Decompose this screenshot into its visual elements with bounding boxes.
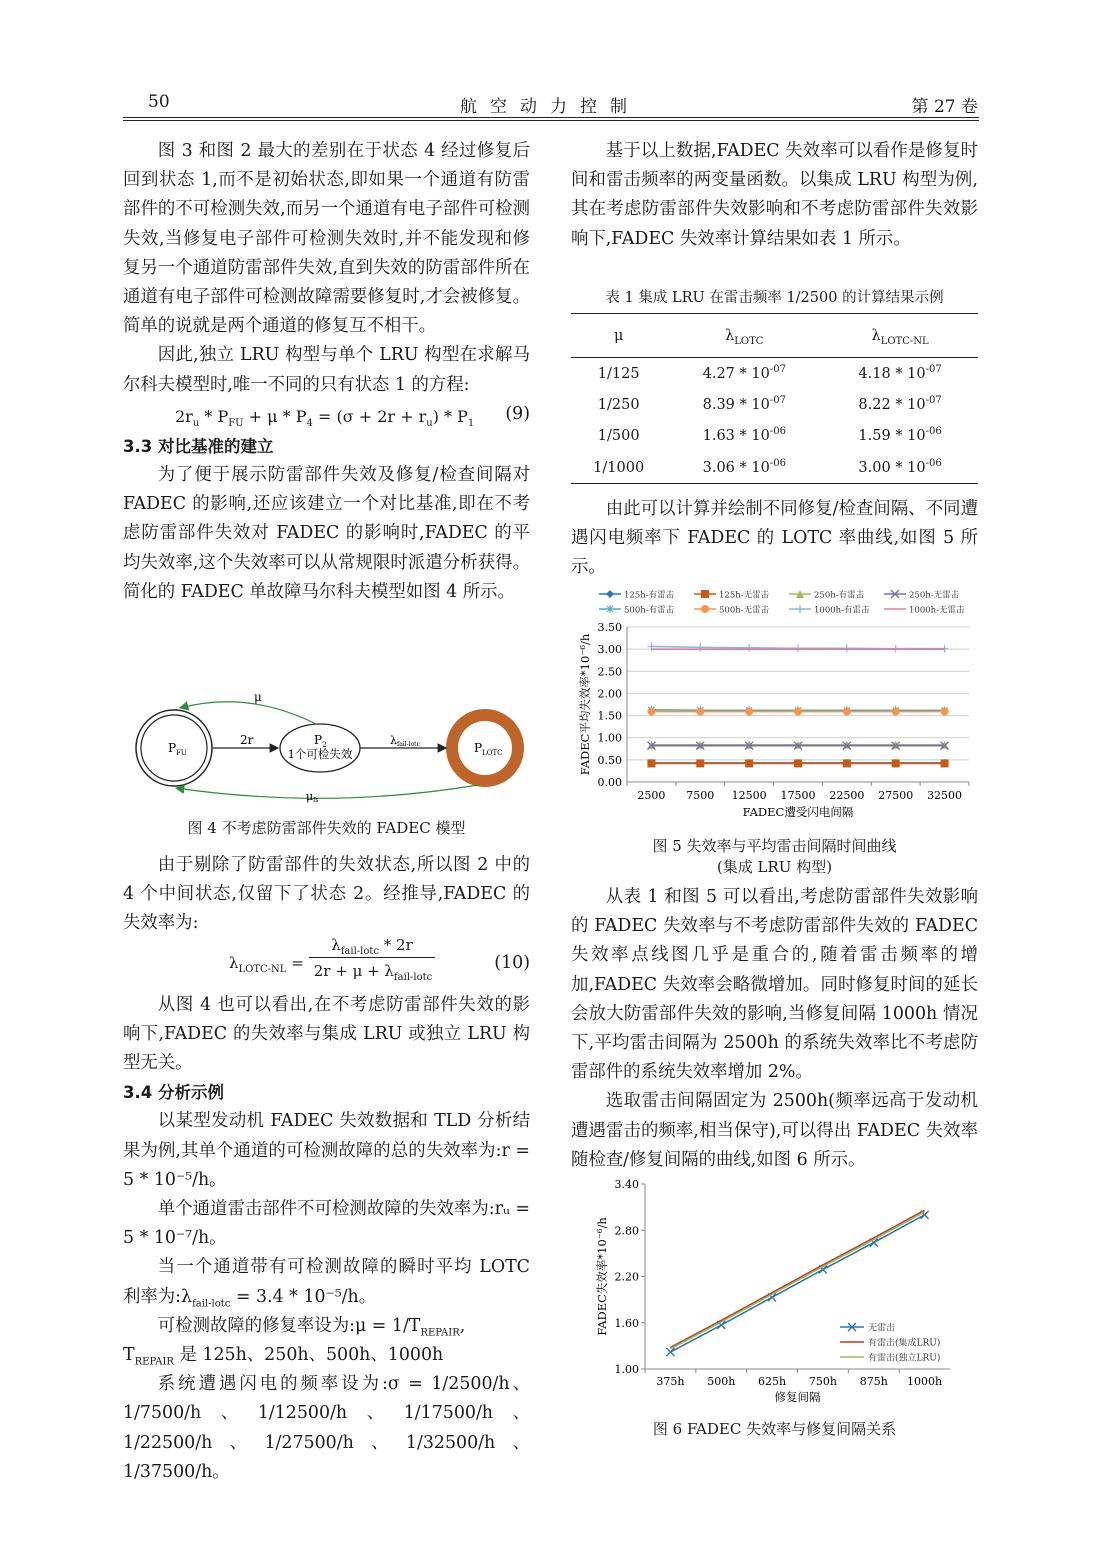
paragraph: 由此可以计算并绘制不同修复/检查间隔、不同遭遇闪电频率下 FADEC 的 LOTC 率曲线,如图 5 所示。 xyxy=(571,499,978,578)
x-tick-label: 375h xyxy=(656,1375,685,1388)
data-point xyxy=(843,759,851,767)
table-1-caption: 表 1 集成 LRU 在雷击频率 1/2500 的计算结果示例 xyxy=(605,290,944,306)
paragraph: 可检测故障的修复率设为:μ = $1/T_{REPAIR}$, xyxy=(157,1315,466,1339)
legend-label: 无雷击 xyxy=(868,1323,896,1334)
arrow-mu-fs xyxy=(176,785,478,798)
data-point xyxy=(941,708,949,716)
data-point xyxy=(794,644,802,652)
legend-label: 有雷击(集成LRU) xyxy=(868,1338,941,1349)
x-tick-label: 17500 xyxy=(780,789,816,802)
data-point xyxy=(745,759,753,767)
y-tick-label: 3.40 xyxy=(614,1178,639,1191)
equation-9: $2r_u * P_{FU} + \mu * P_4 = (\sigma + 2r + r_u) * P_1$ (9) xyxy=(123,400,530,432)
legend-marker xyxy=(606,590,614,598)
table-row: 1/500 $1.63 * 10^{-06}$ $1.59 * 10^{-06}$ xyxy=(597,426,942,445)
legend-label: 500h-有雷击 xyxy=(624,605,675,616)
y-tick-label: 1.50 xyxy=(597,709,622,723)
header-rule-2 xyxy=(123,120,979,121)
x-axis-label: FADEC遭受闪电间隔 xyxy=(742,805,854,819)
paragraph: $T_{REPAIR}$ 是 125h、250h、500h、1000h xyxy=(123,1345,444,1368)
label-lambda: λfail-lotc xyxy=(390,734,420,748)
x-tick-label: 2500 xyxy=(637,789,666,802)
paragraph: 单个通道雷击部件不可检测故障的失效率为:rᵤ = 5 * 10⁻⁷/h。 xyxy=(123,1199,530,1249)
legend-marker xyxy=(606,605,614,613)
state-plotc-label: $P_{LOTC}$ xyxy=(474,741,503,757)
equation-10: $\lambda_{LOTC-NL}$ = $\lambda_{fail-lotc} * 2r$ $2r + \mu + \lambda_{fail-lotc}$ (10) xyxy=(123,939,530,991)
y-tick-label: 2.00 xyxy=(597,687,622,701)
right-column-mid xyxy=(571,495,978,583)
y-tick-label: 2.50 xyxy=(597,665,622,679)
paragraph: 从表 1 和图 5 可以看出,考虑防雷部件失效影响的 FADEC 失效率与不考虑防雷部件失效的 FADEC 失效率点线图几乎是重合的,随着雷击频率的增加,FADEC 失效率会略微增加。同时修复时间的延长会放大防雷部件失效的影响,当修复间隔 1000h 情况下,平均雷击间隔为 2500h 的系统失效率比不考虑防雷部件的系统失效率增加 2%。 xyxy=(571,887,978,1083)
data-point xyxy=(843,708,851,716)
y-tick-label: 1.00 xyxy=(614,1363,639,1376)
data-point xyxy=(843,644,851,652)
data-point xyxy=(794,708,802,716)
y-tick-label: 2.20 xyxy=(614,1270,639,1284)
state-plotc xyxy=(452,715,518,781)
page-number: 50 xyxy=(148,92,170,112)
x-tick-label: 22500 xyxy=(829,789,865,802)
figure-5-chart xyxy=(571,584,978,826)
y-tick-label: 3.50 xyxy=(597,621,622,634)
data-point xyxy=(941,759,949,767)
state-pfu-label: $P_{FU}$ xyxy=(168,741,187,757)
x-tick-label: 7500 xyxy=(686,789,715,802)
table-header: $\lambda_{LOTC-NL}$ xyxy=(871,327,929,347)
x-tick-label: 27500 xyxy=(878,789,914,802)
figure-5-caption: 图 5 失效率与平均雷击间隔时间曲线 (集成 LRU 构型) xyxy=(652,837,897,876)
paragraph: 因此,独立 LRU 构型与单个 LRU 构型在求解马尔科夫模型时,唯一不同的只有状态 1 的方程: xyxy=(123,345,530,395)
paragraph: 基于以上数据,FADEC 失效率可以看作是修复时间和雷击频率的两变量函数。以集成 LRU 构型为例,其在考虑防雷部件失效影响和不考虑防雷部件失效影响下,FADEC 失效率计算结果如表 1 所示。 xyxy=(571,141,978,249)
section-heading: 3.3 对比基准的建立 xyxy=(123,436,274,456)
y-tick-label: 1.00 xyxy=(597,731,622,745)
y-axis-label: FADEC失效率*10⁻⁶/h xyxy=(595,1217,609,1336)
table-row: 1/250 $8.39 * 10^{-07}$ $8.22 * 10^{-07}$ xyxy=(597,394,942,413)
x-tick-label: 32500 xyxy=(927,789,963,802)
data-point xyxy=(647,708,655,716)
data-point xyxy=(745,708,753,716)
legend-label: 250h-有雷击 xyxy=(814,590,865,601)
legend-label: 1000h-无雷击 xyxy=(909,605,965,616)
legend-label: 250h-无雷击 xyxy=(909,590,960,601)
data-point xyxy=(696,759,704,767)
paragraph: 由于剔除了防雷部件的失效状态,所以图 2 中的 4 个中间状态,仅留下了状态 2。经推导,FADEC 的失效率为: xyxy=(123,855,530,934)
data-point xyxy=(745,644,753,652)
y-tick-label: 0.00 xyxy=(597,776,622,789)
paragraph: 当一个通道带有可检测故障的瞬时平均 LOTC 利率为$:\lambda_{fail-lotc} = 3.4 * 10^{-5}/h$。 xyxy=(123,1257,530,1310)
x-tick-label: 500h xyxy=(707,1375,736,1388)
markov-diagram xyxy=(128,688,528,808)
label-2r: 2r xyxy=(240,733,254,747)
header-rule xyxy=(123,117,979,118)
x-tick-label: 750h xyxy=(808,1375,837,1388)
section-heading: 3.4 分析示例 xyxy=(123,1083,224,1103)
state-p2-desc: 1个可检失效 xyxy=(287,747,353,761)
y-tick-label: 1.60 xyxy=(614,1316,639,1330)
x-tick-label: 625h xyxy=(758,1375,787,1388)
paragraph: 为了便于展示防雷部件失效及修复/检查间隔对 FADEC 的影响,还应该建立一个对比基准,即在不考虑防雷部件失效对 FADEC 的影响时,FADEC 的平均失效率,这个失效率可以从常规限时派遣分析获得。简化的 FADEC 单故障马尔科夫模型如图 4 所示。 xyxy=(123,465,530,602)
data-point xyxy=(647,759,655,767)
y-tick-label: 3.00 xyxy=(597,643,622,657)
paragraph: 选取雷击间隔固定为 2500h(频率远高于发动机遭遇雷击的频率,相当保守),可以得出 FADEC 失效率随检查/修复间隔的曲线,如图 6 所示。 xyxy=(571,1091,978,1170)
equation-number: (9) xyxy=(505,403,530,424)
legend-label: 1000h-有雷击 xyxy=(814,605,870,616)
x-tick-label: 12500 xyxy=(731,789,767,802)
journal-title: 航空动力控制 xyxy=(460,97,640,117)
table-header: μ xyxy=(613,327,624,344)
right-column-lower xyxy=(571,883,978,1175)
y-axis-label: FADEC平均失效率*10⁻⁶/h xyxy=(578,633,592,776)
data-point xyxy=(892,708,900,716)
paragraph: 以某型发动机 FADEC 失效数据和 TLD 分析结果为例,其单个通道的可检测故障的总的失效率为:r = 5 * 10⁻⁵/h。 xyxy=(123,1111,530,1190)
figure-6-chart xyxy=(590,1172,960,1412)
legend-marker xyxy=(796,605,804,613)
label-mu: μ xyxy=(254,690,262,704)
state-p2-label: $P_2$ xyxy=(314,733,327,749)
x-tick-label: 1000h xyxy=(907,1375,943,1388)
left-column-lower xyxy=(123,851,530,1487)
legend-label: 125h-无雷击 xyxy=(719,590,770,601)
y-tick-label: 2.80 xyxy=(614,1224,639,1238)
paragraph: 图 3 和图 2 最大的差别在于状态 4 经过修复后回到状态 1,而不是初始状态,即如果一个通道有防雷部件的不可检测失效,而另一个通道有电子部件可检测失效,当修复电子部件可检测失效时,并不能发现和修复另一个通道防雷部件失效,直到失效的防雷部件所在通道有电子部件可检测故障需要修复时,才会被修复。简单的说就是两个通道的修复互不相干。 xyxy=(123,141,530,337)
table-row: 1/125 $4.27 * 10^{-07}$ $4.18 * 10^{-07}$ xyxy=(597,363,942,382)
data-point xyxy=(666,1348,674,1356)
table-row: 1/1000 $3.06 * 10^{-06}$ $3.00 * 10^{-06}$ xyxy=(593,457,942,476)
table-1 xyxy=(571,313,978,484)
x-tick-label: 875h xyxy=(859,1375,888,1388)
paragraph: 从图 4 也可以看出,在不考虑防雷部件失效的影响下,FADEC 的失效率与集成 LRU 或独立 LRU 构型无关。 xyxy=(123,994,530,1074)
x-axis-label: 修复间隔 xyxy=(774,1390,821,1404)
figure-6-caption: 图 6 FADEC 失效率与修复间隔关系 xyxy=(652,1420,897,1438)
legend-marker xyxy=(701,605,709,613)
table-header: $\lambda_{LOTC}$ xyxy=(725,327,764,347)
right-column xyxy=(571,137,978,254)
data-point xyxy=(892,759,900,767)
legend-label: 500h-无雷击 xyxy=(719,605,770,616)
data-point xyxy=(794,759,802,767)
equation-number: (10) xyxy=(494,952,530,973)
label-mu-fs: μfs xyxy=(306,790,319,804)
legend-label: 125h-有雷击 xyxy=(624,590,675,601)
figure-4-caption: 图 4 不考虑防雷部件失效的 FADEC 模型 xyxy=(187,819,466,837)
y-tick-label: 0.50 xyxy=(597,753,622,767)
left-column xyxy=(123,137,530,607)
data-point xyxy=(696,643,704,651)
paragraph: 系统遭遇闪电的频率设为:σ = 1/2500/h、1/7500/h、1/12500/h、1/17500/h、1/22500/h、1/27500/h、1/32500/h、1/37500/h。 xyxy=(123,1374,530,1482)
legend-label: 有雷击(独立LRU) xyxy=(868,1353,941,1364)
data-point xyxy=(696,708,704,716)
volume-label: 第 27 卷 xyxy=(911,97,978,117)
legend-marker xyxy=(701,590,709,598)
